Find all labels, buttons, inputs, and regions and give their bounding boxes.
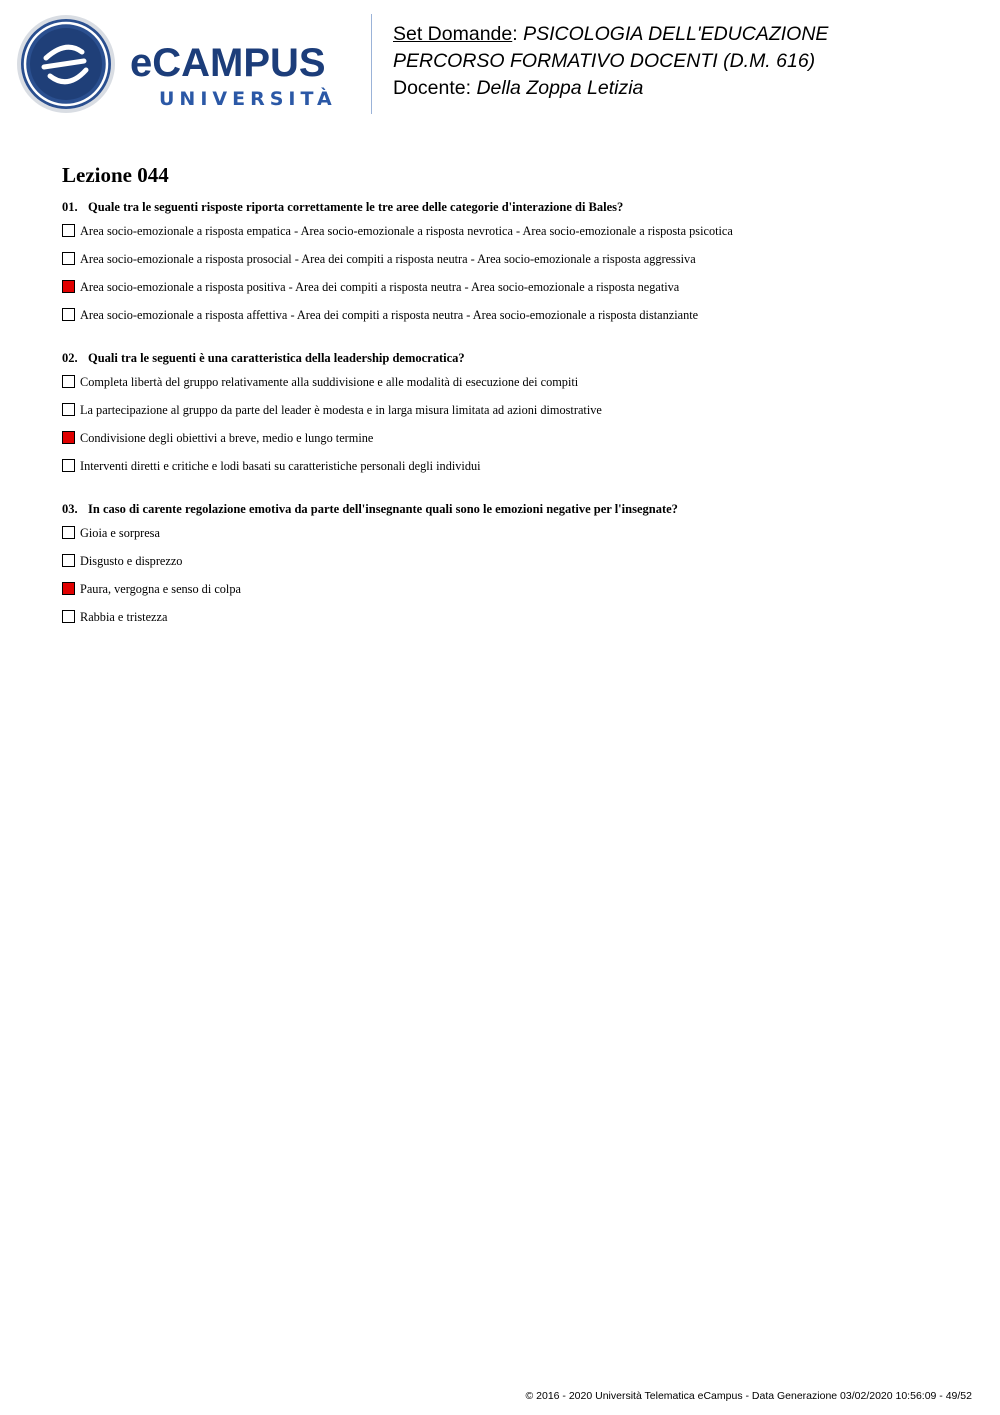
checkbox[interactable]: [62, 554, 75, 567]
answer-option[interactable]: [62, 526, 962, 554]
checkbox[interactable]: [62, 375, 75, 388]
checkbox[interactable]: [62, 308, 75, 321]
question-label: Quali tra le seguenti è una caratteristica della leadership democratica?: [88, 351, 465, 365]
question-text: [62, 501, 962, 517]
page-header: [0, 0, 1000, 130]
set-value: PSICOLOGIA DELL'EDUCAZIONE: [523, 23, 829, 45]
answer-option[interactable]: [62, 554, 962, 582]
course-line: PERCORSO FORMATIVO DOCENTI (D.M. 616): [393, 50, 816, 72]
checkbox[interactable]: [62, 403, 75, 416]
set-line: [393, 21, 828, 48]
header-info: [393, 21, 828, 102]
checkbox[interactable]: [62, 610, 75, 623]
answer-option[interactable]: [62, 375, 962, 403]
answer-label: Rabbia e tristezza: [80, 610, 168, 624]
ecampus-seal-icon: [16, 14, 116, 114]
answer-option[interactable]: [62, 610, 962, 638]
answer-option[interactable]: [62, 252, 962, 280]
answer-label: Gioia e sorpresa: [80, 526, 160, 540]
checkbox[interactable]: [62, 252, 75, 265]
checkbox-selected[interactable]: [62, 280, 75, 293]
question-02: [62, 350, 962, 487]
answer-label: Condivisione degli obiettivi a breve, medio e lungo termine: [80, 431, 374, 445]
question-label: Quale tra le seguenti risposte riporta correttamente le tre aree delle categorie d'interazione di Bales?: [88, 200, 624, 214]
answer-label: Area socio-emozionale a risposta empatica - Area socio-emozionale a risposta nevrotica - Area socio-emozionale a risposta psicotica: [80, 224, 733, 238]
logo-brand: eCAMPUS: [130, 41, 326, 85]
answer-option[interactable]: [62, 459, 962, 487]
question-03: [62, 501, 962, 638]
header-divider: [371, 14, 372, 114]
set-sep: :: [512, 23, 524, 45]
answer-option[interactable]: [62, 403, 962, 431]
answer-label: Area socio-emozionale a risposta positiva - Area dei compiti a risposta neutra - Area socio-emozionale a risposta negativa: [80, 280, 680, 294]
answer-option[interactable]: [62, 308, 962, 336]
question-text: [62, 350, 962, 366]
teacher-name: Della Zoppa Letizia: [476, 77, 644, 99]
logo-subtitle: UNIVERSITÀ: [159, 88, 337, 110]
answer-label: Disgusto e disprezzo: [80, 554, 183, 568]
answer-label: Area socio-emozionale a risposta prosocial - Area dei compiti a risposta neutra - Area socio-emozionale a risposta aggressiva: [80, 252, 696, 266]
teacher-label: Docente:: [393, 77, 477, 99]
question-number: 03.: [62, 502, 78, 516]
answer-label: Area socio-emozionale a risposta affettiva - Area dei compiti a risposta neutra - Area socio-emozionale a risposta distanziante: [80, 308, 699, 322]
checkbox[interactable]: [62, 459, 75, 472]
teacher-line: [393, 75, 828, 102]
ecampus-logo: [130, 40, 360, 115]
set-label: Set Domande: [393, 23, 513, 45]
lesson-title: Lezione 044: [62, 163, 169, 187]
answer-label: La partecipazione al gruppo da parte del leader è modesta e in larga misura limitata ad azioni dimostrative: [80, 403, 602, 417]
checkbox[interactable]: [62, 224, 75, 237]
checkbox-selected[interactable]: [62, 582, 75, 595]
question-label: In caso di carente regolazione emotiva da parte dell'insegnante quali sono le emozioni negative per l'insegnate?: [88, 502, 678, 516]
checkbox[interactable]: [62, 526, 75, 539]
answer-label: Interventi diretti e critiche e lodi basati su caratteristiche personali degli individui: [80, 459, 481, 473]
question-number: 02.: [62, 351, 78, 365]
page-footer: © 2016 - 2020 Università Telematica eCampus - Data Generazione 03/02/2020 10:56:09 - 49/52: [525, 1390, 972, 1402]
answer-option[interactable]: [62, 431, 962, 459]
answer-option[interactable]: [62, 224, 962, 252]
question-text: [62, 199, 962, 215]
question-01: [62, 199, 962, 336]
answer-option[interactable]: [62, 280, 962, 308]
question-number: 01.: [62, 200, 78, 214]
checkbox-selected[interactable]: [62, 431, 75, 444]
answer-label: Completa libertà del gruppo relativamente alla suddivisione e alle modalità di esecuzione dei compiti: [80, 375, 579, 389]
answer-option[interactable]: [62, 582, 962, 610]
answer-label: Paura, vergogna e senso di colpa: [80, 582, 241, 596]
